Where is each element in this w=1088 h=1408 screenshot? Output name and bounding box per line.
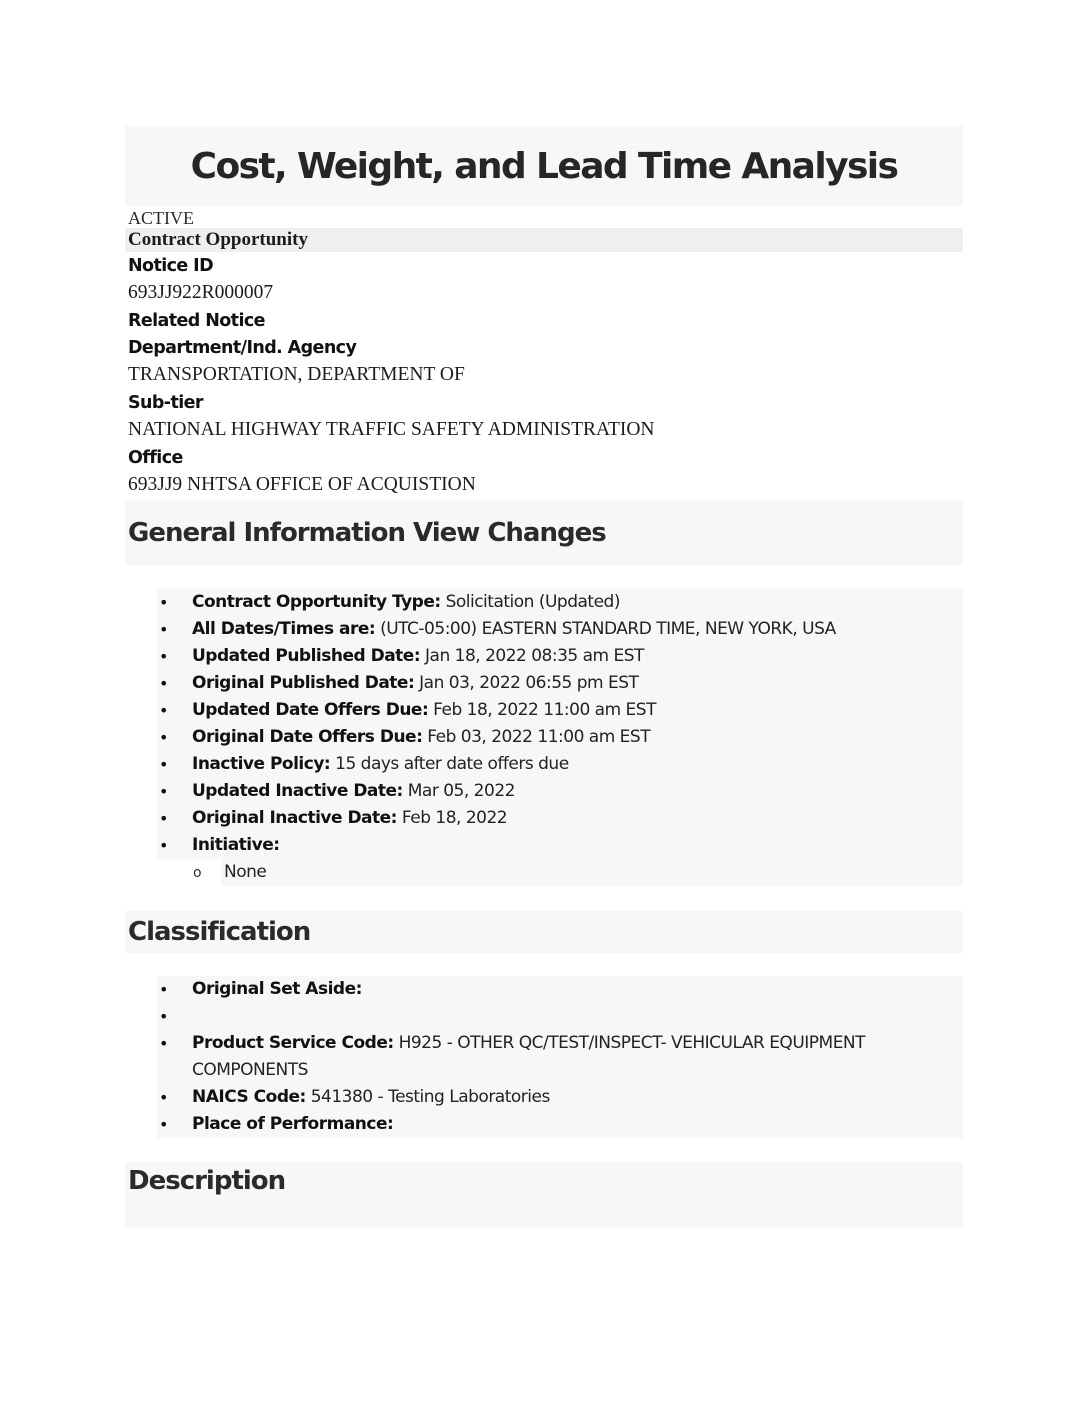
list-item: • Initiative: bbox=[157, 832, 963, 859]
list-item bbox=[157, 1003, 963, 1030]
list-item: • Original Published Date: Jan 03, 2022 06:55 pm EST bbox=[157, 670, 963, 697]
list-item: • NAICS Code: 541380 - Testing Laboratories bbox=[157, 1084, 963, 1111]
list-item: • Original Set Aside: bbox=[157, 976, 963, 1003]
general-info-list bbox=[157, 589, 963, 859]
department-label: Department/Ind. Agency bbox=[128, 338, 357, 358]
list-item: • Updated Date Offers Due: Feb 18, 2022 11:00 am EST bbox=[157, 697, 963, 724]
title-band bbox=[125, 126, 963, 206]
office-label: Office bbox=[128, 448, 183, 468]
initiative-sublist-wrap bbox=[157, 859, 963, 886]
classification-header bbox=[125, 911, 963, 953]
department-value: TRANSPORTATION, DEPARTMENT OF bbox=[128, 364, 465, 385]
list-item: • Product Service Code: H925 - OTHER QC/TEST/INSPECT- VEHICULAR EQUIPMENT COMPONENTS bbox=[157, 1030, 963, 1084]
notice-id-label: Notice ID bbox=[128, 256, 214, 276]
classification-heading: Classification bbox=[128, 917, 311, 947]
related-notice-label: Related Notice bbox=[128, 311, 265, 331]
description-header bbox=[125, 1162, 963, 1228]
general-info-header bbox=[125, 501, 963, 565]
status-label: ACTIVE bbox=[128, 208, 194, 228]
office-value: 693JJ9 NHTSA OFFICE OF ACQUISTION bbox=[128, 474, 476, 495]
description-heading: Description bbox=[128, 1166, 286, 1196]
notice-type: Contract Opportunity bbox=[125, 228, 963, 252]
list-item: • Updated Published Date: Jan 18, 2022 08:35 am EST bbox=[157, 643, 963, 670]
initiative-sublist bbox=[157, 859, 963, 886]
list-item: o None bbox=[157, 859, 963, 886]
list-item: • All Dates/Times are: (UTC-05:00) EASTERN STANDARD TIME, NEW YORK, USA bbox=[157, 616, 963, 643]
page-title: Cost, Weight, and Lead Time Analysis bbox=[190, 145, 898, 187]
list-item: • Contract Opportunity Type: Solicitation (Updated) bbox=[157, 589, 963, 616]
document-page bbox=[125, 126, 963, 1228]
classification-list bbox=[157, 976, 963, 1138]
general-info-heading: General Information View Changes bbox=[128, 518, 606, 548]
list-item: • Original Date Offers Due: Feb 03, 2022 11:00 am EST bbox=[157, 724, 963, 751]
classification-list-band bbox=[157, 976, 963, 1138]
notice-id-value: 693JJ922R000007 bbox=[128, 282, 274, 303]
subtier-value: NATIONAL HIGHWAY TRAFFIC SAFETY ADMINISTRATION bbox=[128, 419, 655, 440]
list-item: • Updated Inactive Date: Mar 05, 2022 bbox=[157, 778, 963, 805]
list-item: • Original Inactive Date: Feb 18, 2022 bbox=[157, 805, 963, 832]
list-item: • Inactive Policy: 15 days after date offers due bbox=[157, 751, 963, 778]
list-item: • Place of Performance: bbox=[157, 1111, 963, 1138]
subtier-label: Sub-tier bbox=[128, 393, 203, 413]
general-info-list-band bbox=[157, 589, 963, 886]
